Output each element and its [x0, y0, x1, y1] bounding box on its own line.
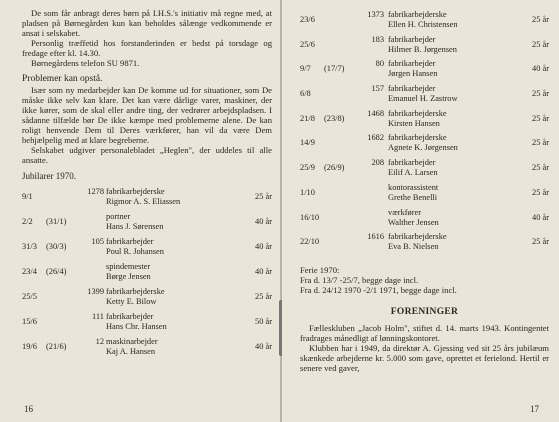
daycare-paragraph: De som får anbragt deres børn på I.H.S.'s initiativ må regne med, at pladsen på Børnegården kun kan beholdes sålænge vedkommende er ansat i selskabet.: [22, 8, 272, 38]
right-page: [282, 0, 559, 422]
jubilee-entry: [22, 237, 272, 262]
entry-name: Ellen H. Christensen: [388, 20, 458, 29]
entry-years: 25 år: [255, 292, 272, 301]
entry-years: 50 år: [255, 317, 272, 326]
phone-paragraph: Børnegårdens telefon SU 9871.: [31, 58, 140, 68]
jubilee-list-right: [300, 10, 549, 257]
entry-title: fabrikarbejder: [388, 59, 436, 69]
entry-title: fabrikarbejder: [106, 312, 154, 321]
jubilee-entry: [300, 208, 549, 233]
entry-date: 6/8: [300, 89, 311, 99]
jubilee-entry: [300, 232, 549, 257]
entry-title: fabrikarbejder: [388, 158, 436, 168]
entry-title: maskinarbejder: [106, 337, 158, 346]
problems-heading: Problemer kan opstå.: [22, 74, 103, 84]
entry-number: 111: [92, 312, 104, 321]
jubilee-list-left: [22, 187, 272, 362]
entry-date: 25/5: [22, 292, 37, 301]
entry-title: fabrikarbejderske: [388, 232, 447, 242]
entry-title: fabrikarbejderske: [106, 287, 165, 296]
entry-title: fabrikarbejderske: [388, 10, 447, 19]
entry-years: 40 år: [532, 64, 549, 74]
page-number-left: 16: [24, 404, 33, 414]
entry-name: Walther Jensen: [388, 217, 439, 227]
entry-years: 25 år: [532, 113, 549, 123]
entry-date: 21/8: [300, 113, 315, 123]
entry-name: Poul R. Johansen: [106, 247, 164, 256]
entry-date: 15/6: [22, 317, 37, 326]
entry-number: 1399: [87, 287, 104, 296]
entry-name: Rigmor A. S. Eliassen: [106, 197, 181, 206]
holiday-line: Fra d. 13/7 -25/7, begge dage incl.: [300, 274, 419, 285]
associations-heading: FORENINGER: [390, 306, 459, 317]
entry-title: fabrikarbejder: [106, 237, 154, 246]
entry-years: 40 år: [255, 242, 272, 251]
entry-name: Emanuel H. Zastrow: [388, 94, 458, 104]
entry-title: fabrikarbejder: [388, 34, 436, 44]
jubilee-entry: [300, 59, 549, 84]
entry-title: fabrikarbejderske: [388, 108, 447, 118]
holiday-heading: Ferie 1970:: [300, 264, 340, 275]
page-number-right: 17: [530, 404, 539, 414]
jubilee-heading: Jubilarer 1970.: [22, 171, 76, 181]
entry-title: spindemester: [106, 262, 151, 271]
entry-title: fabrikarbejderske: [388, 133, 447, 143]
entry-number: 1616: [367, 232, 384, 242]
entry-alt-date: (26/9): [324, 163, 345, 173]
entry-number: 1468: [367, 108, 384, 118]
jubilee-entry: [300, 35, 549, 60]
entry-date: 16/10: [300, 212, 320, 222]
entry-name: Eva B. Nielsen: [388, 242, 439, 252]
entry-alt-date: (21/6): [46, 342, 67, 351]
entry-alt-date: (23/8): [324, 113, 345, 123]
jubilee-entry: [22, 212, 272, 237]
entry-years: 25 år: [532, 15, 549, 24]
holiday-block: [300, 265, 549, 295]
entry-date: 31/3: [22, 242, 37, 251]
entry-years: 40 år: [255, 342, 272, 351]
entry-years: 40 år: [255, 217, 272, 226]
jubilee-entry: [300, 10, 549, 35]
entry-title: fabrikarbejderske: [106, 187, 165, 196]
entry-title: portner: [106, 212, 131, 221]
jubilee-entry: [22, 262, 272, 287]
jubilee-entry: [22, 287, 272, 312]
entry-date: 22/10: [300, 237, 320, 247]
jubilee-entry: [22, 187, 272, 212]
entry-years: 25 år: [255, 192, 272, 201]
holiday-line: Fra d. 24/12 1970 -2/1 1971, begge dage incl.: [300, 284, 457, 295]
jubilee-entry: [300, 183, 549, 208]
entry-alt-date: (26/4): [46, 267, 67, 276]
entry-name: Hans J. Sørensen: [106, 222, 164, 231]
entry-years: 25 år: [532, 163, 549, 173]
jubilee-entry: [300, 133, 549, 158]
entry-name: Kirsten Hansen: [388, 118, 440, 128]
entry-name: Ketty E. Bilow: [106, 297, 157, 306]
entry-years: 25 år: [532, 39, 549, 49]
entry-date: 23/6: [300, 15, 315, 24]
entry-number: 183: [371, 34, 384, 44]
entry-number: 80: [375, 59, 384, 69]
fund-paragraph: Klubben har i 1949, da direktør A. Gjessing ved sit 25 års jubilæum skænkede arbejderne kr. 5.000 som gave, oprettet et ferielond. Hertil er senere ved gaver,: [300, 342, 549, 373]
entry-date: 9/1: [22, 192, 33, 201]
entry-years: 25 år: [532, 187, 549, 197]
entry-number: 1373: [367, 10, 384, 19]
entry-name: Hans Chr. Hansen: [106, 322, 167, 331]
entry-name: Børge Jensen: [106, 272, 151, 281]
entry-date: 25/6: [300, 39, 315, 49]
entry-title: kontorassistent: [388, 182, 439, 192]
entry-date: 23/4: [22, 267, 37, 276]
jubilee-entry: [300, 158, 549, 183]
jubilee-entry: [22, 337, 272, 362]
entry-date: 9/7: [300, 64, 311, 74]
club-paragraph: Fælleskluben „Jacob Holm", stiftet d. 14. marts 1943. Kontingentet fradrages månedligt af lønningskontoret.: [300, 322, 549, 343]
entry-number: 1278: [87, 187, 104, 196]
entry-years: 40 år: [255, 267, 272, 276]
entry-years: 25 år: [532, 89, 549, 99]
entry-number: 208: [371, 158, 384, 168]
entry-alt-date: (17/7): [324, 64, 345, 74]
entry-years: 40 år: [532, 212, 549, 222]
entry-alt-date: (30/3): [46, 242, 67, 251]
entry-alt-date: (31/1): [46, 217, 67, 226]
visiting-hours-paragraph: Personlig træffetid hos forstanderinden er bedst på torsdage og fredage efter kl. 14.30.: [22, 38, 272, 58]
jubilee-entry: [22, 312, 272, 337]
entry-number: 105: [91, 237, 104, 246]
entry-name: Jørgen Hansen: [388, 69, 438, 79]
entry-date: 2/2: [22, 217, 33, 226]
entry-title: fabrikarbejder: [388, 84, 436, 94]
jubilee-entry: [300, 84, 549, 109]
entry-name: Kaj A. Hansen: [106, 347, 156, 356]
problems-paragraph: Især som ny medarbejder kan De komme ud for situationer, som De måske ikke selv kan klare. Det kan være dårlige varer, maskiner, der ikke kører, som de skal eller andre ting, der vedrører arbejdspladsen. I sådanne tilfælde bør De ikke kæmpe med problemerne alene. De kan roligt henvende Dem til Deres værkfører, han vil da være Dem behjælpelig med at klare begreberne.: [22, 85, 272, 145]
entry-number: 1682: [367, 133, 384, 143]
entry-number: 157: [371, 84, 384, 94]
entry-title: værkfører: [388, 207, 422, 217]
entry-name: Agnete K. Jørgensen: [388, 143, 458, 153]
entry-number: 12: [95, 337, 104, 346]
entry-name: Hilmer B. Jørgensen: [388, 44, 457, 54]
entry-date: 19/6: [22, 342, 37, 351]
entry-years: 25 år: [532, 237, 549, 247]
entry-name: Eilif A. Larsen: [388, 168, 438, 178]
entry-years: 25 år: [532, 138, 549, 148]
jubilee-entry: [300, 109, 549, 134]
entry-date: 25/9: [300, 163, 315, 173]
entry-date: 1/10: [300, 187, 315, 197]
entry-name: Grethe Benelli: [388, 192, 438, 202]
magazine-paragraph: Selskabet udgiver personalebladet „Heglen", der uddeles til alle ansatte.: [22, 145, 272, 165]
entry-date: 14/9: [300, 138, 315, 148]
